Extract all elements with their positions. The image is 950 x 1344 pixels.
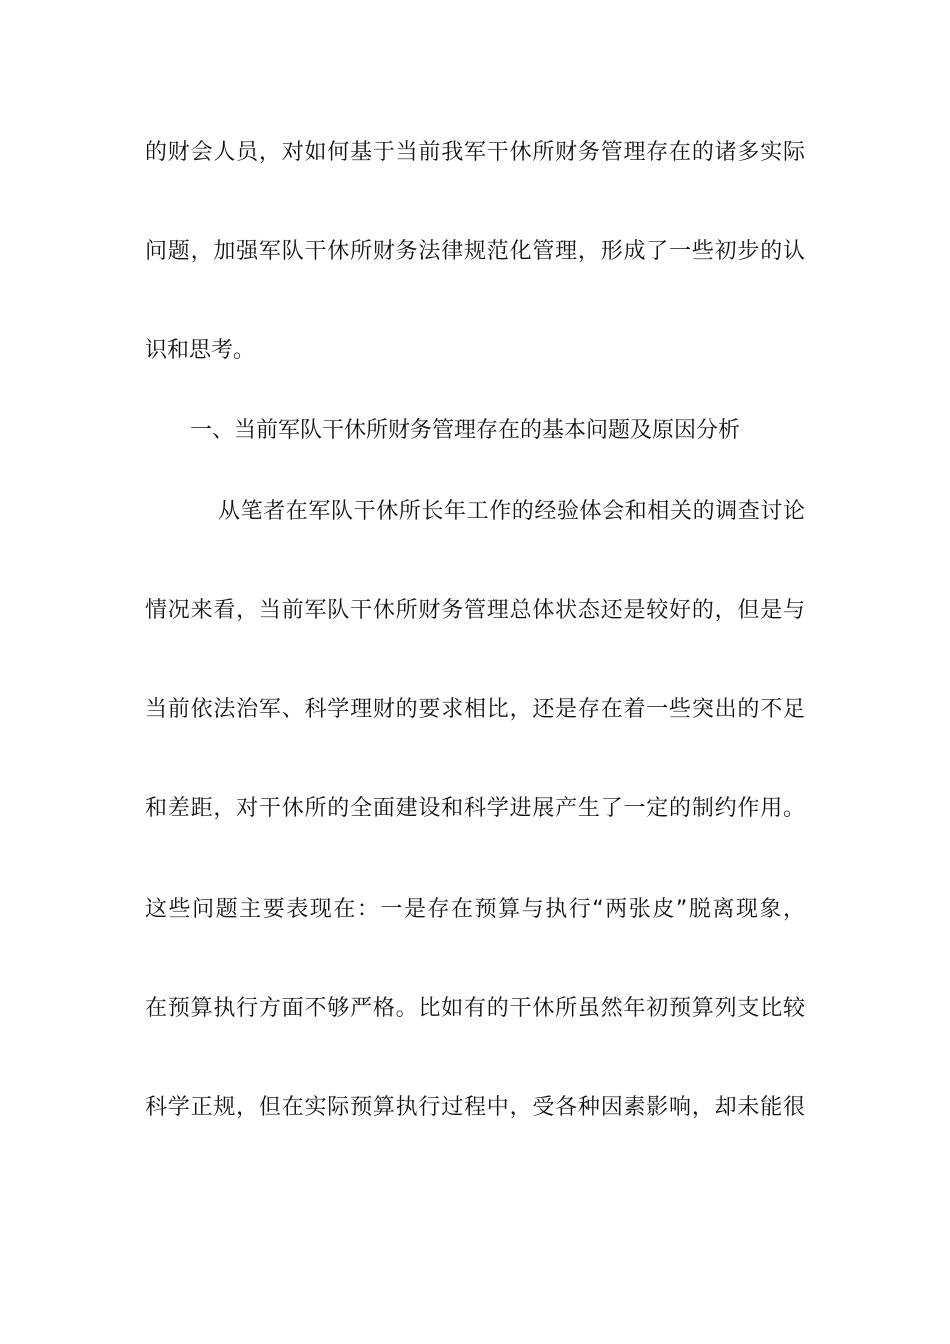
text-line-7: 当前依法治军、科学理财的要求相比，还是存在着一些突出的不足 bbox=[145, 697, 805, 722]
text-line-6: 情况来看，当前军队干休所财务管理总体状态还是较好的，但是与 bbox=[145, 598, 805, 623]
section-heading: 一、当前军队干休所财务管理存在的基本问题及原因分析 bbox=[190, 418, 741, 443]
text-line-2: 问题，加强军队干休所财务法律规范化管理，形成了一些初步的认 bbox=[145, 239, 805, 264]
text-line-1: 的财会人员，对如何基于当前我军干休所财务管理存在的诸多实际 bbox=[145, 140, 805, 165]
text-line-3: 识和思考。 bbox=[145, 338, 256, 363]
text-line-11: 科学正规，但在实际预算执行过程中，受各种因素影响，却未能很 bbox=[145, 1095, 805, 1120]
text-line-9: 这些问题主要表现在：一是存在预算与执行“两张皮”脱离现象， bbox=[145, 897, 805, 922]
text-line-10: 在预算执行方面不够严格。比如有的干休所虽然年初预算列支比较 bbox=[145, 996, 805, 1021]
text-line-8: 和差距，对干休所的全面建设和科学进展产生了一定的制约作用。 bbox=[145, 796, 805, 821]
text-line-5: 从笔者在军队干休所长年工作的经验体会和相关的调查讨论 bbox=[218, 499, 805, 524]
